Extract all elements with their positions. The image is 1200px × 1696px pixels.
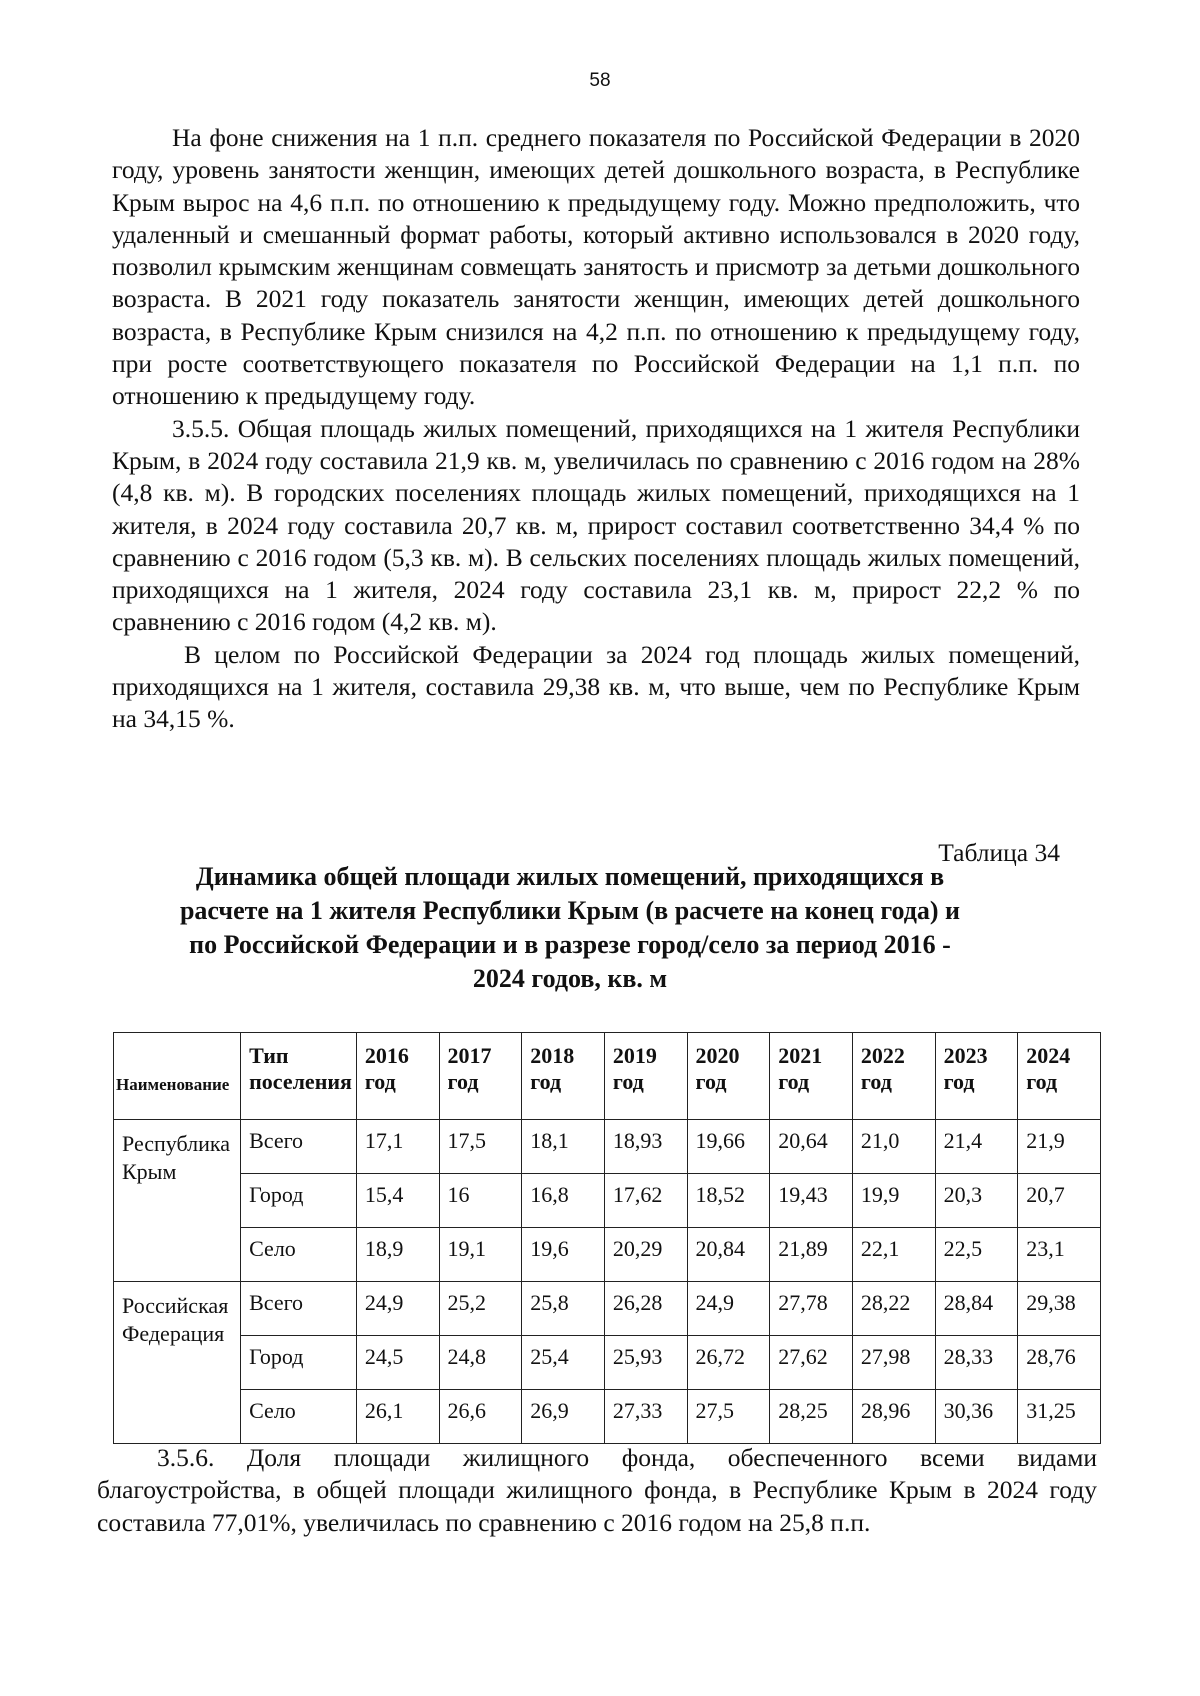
value-cell: 26,9: [522, 1390, 605, 1444]
header-settlement-type: Тип поселения: [241, 1033, 357, 1120]
value-cell: 26,28: [604, 1282, 687, 1336]
table-header-row: [114, 1033, 1101, 1120]
paragraph-employment: На фоне снижения на 1 п.п. среднего показателя по Российской Федерации в 2020 году, уровень занятости женщин, имеющих детей дошкольного возраста, в Республике Крым вырос на 4,6 п.п. по отношению к предыдущему году. Можно предположить, что удаленный и смешанный формат работы, который активно использовался в 2020 году, позволил крымским женщинам совмещать занятость и присмотр за детьми дошкольного возраста. В 2021 году показатель занятости женщин, имеющих детей дошкольного возраста, в Республике Крым снизился на 4,2 п.п. по отношению к предыдущему году, при росте соответствующего показателя по Российской Федерации на 1,1 п.п. по отношению к предыдущему году.: [112, 123, 1080, 411]
value-cell: 17,1: [356, 1120, 439, 1174]
value-cell: 19,1: [439, 1228, 522, 1282]
header-year: 2016 год: [356, 1033, 439, 1120]
paragraph-3-5-6: 3.5.6. Доля площади жилищного фонда, обеспеченного всеми видами благоустройства, в общей площади жилищного фонда, в Республике Крым в 2024 году составила 77,01%, увеличилась по сравнению с 2016 годом на 25,8 п.п.: [97, 1443, 1097, 1537]
housing-area-table: [113, 1032, 1101, 1444]
value-cell: 27,5: [687, 1390, 770, 1444]
value-cell: 26,6: [439, 1390, 522, 1444]
value-cell: 28,25: [770, 1390, 853, 1444]
value-cell: 23,1: [1018, 1228, 1101, 1282]
value-cell: 28,96: [852, 1390, 935, 1444]
settlement-type-cell: Город: [241, 1174, 357, 1228]
text-section-bottom: [97, 1442, 1097, 1539]
page-number: 58: [589, 70, 611, 91]
value-cell: 19,6: [522, 1228, 605, 1282]
value-cell: 17,5: [439, 1120, 522, 1174]
table-row: [114, 1120, 1101, 1174]
settlement-type-cell: Всего: [241, 1282, 357, 1336]
header-year: 2019 год: [604, 1033, 687, 1120]
value-cell: 27,62: [770, 1336, 853, 1390]
header-year: 2018 год: [522, 1033, 605, 1120]
value-cell: 25,93: [604, 1336, 687, 1390]
settlement-type-cell: Село: [241, 1228, 357, 1282]
value-cell: 24,9: [687, 1282, 770, 1336]
value-cell: 31,25: [1018, 1390, 1101, 1444]
value-cell: 17,62: [604, 1174, 687, 1228]
settlement-type-cell: Город: [241, 1336, 357, 1390]
value-cell: 22,5: [935, 1228, 1018, 1282]
value-cell: 18,93: [604, 1120, 687, 1174]
value-cell: 19,66: [687, 1120, 770, 1174]
value-cell: 20,7: [1018, 1174, 1101, 1228]
table-row: [114, 1336, 1101, 1390]
value-cell: 27,33: [604, 1390, 687, 1444]
value-cell: 28,22: [852, 1282, 935, 1336]
table-row: [114, 1228, 1101, 1282]
value-cell: 24,9: [356, 1282, 439, 1336]
value-cell: 21,0: [852, 1120, 935, 1174]
value-cell: 25,4: [522, 1336, 605, 1390]
value-cell: 18,1: [522, 1120, 605, 1174]
value-cell: 30,36: [935, 1390, 1018, 1444]
value-cell: 20,3: [935, 1174, 1018, 1228]
header-year: 2024 год: [1018, 1033, 1101, 1120]
value-cell: 21,89: [770, 1228, 853, 1282]
value-cell: 26,1: [356, 1390, 439, 1444]
table-caption: Таблица 34: [938, 838, 1060, 867]
table-row: [114, 1174, 1101, 1228]
value-cell: 20,84: [687, 1228, 770, 1282]
value-cell: 22,1: [852, 1228, 935, 1282]
value-cell: 20,29: [604, 1228, 687, 1282]
table-row: [114, 1390, 1101, 1444]
value-cell: 27,98: [852, 1336, 935, 1390]
value-cell: 21,4: [935, 1120, 1018, 1174]
value-cell: 28,33: [935, 1336, 1018, 1390]
value-cell: 24,5: [356, 1336, 439, 1390]
value-cell: 28,76: [1018, 1336, 1101, 1390]
value-cell: 15,4: [356, 1174, 439, 1228]
value-cell: 25,2: [439, 1282, 522, 1336]
paragraph-3-5-5: 3.5.5. Общая площадь жилых помещений, приходящихся на 1 жителя Республики Крым, в 2024 году составила 21,9 кв. м, увеличилась по сравнению с 2016 годом на 28% (4,8 кв. м). В городских поселениях площадь жилых помещений, приходящихся на 1 жителя, в 2024 году составила 20,7 кв. м, прирост составил соответственно 34,4 % по сравнению с 2016 годом (5,3 кв. м). В сельских поселениях площадь жилых помещений, приходящихся на 1 жителя, 2024 году составила 23,1 кв. м, прирост 22,2 % по сравнению с 2016 годом (4,2 кв. м).: [112, 413, 1080, 637]
value-cell: 19,9: [852, 1174, 935, 1228]
header-year: 2017 год: [439, 1033, 522, 1120]
value-cell: 18,9: [356, 1228, 439, 1282]
value-cell: 29,38: [1018, 1282, 1101, 1336]
header-year: 2023 год: [935, 1033, 1018, 1120]
value-cell: 28,84: [935, 1282, 1018, 1336]
table-row: [114, 1282, 1101, 1336]
value-cell: 27,78: [770, 1282, 853, 1336]
header-year: 2022 год: [852, 1033, 935, 1120]
value-cell: 20,64: [770, 1120, 853, 1174]
region-cell: Российская Федерация: [114, 1282, 241, 1444]
value-cell: 16: [439, 1174, 522, 1228]
header-year: 2020 год: [687, 1033, 770, 1120]
value-cell: 16,8: [522, 1174, 605, 1228]
value-cell: 21,9: [1018, 1120, 1101, 1174]
settlement-type-cell: Всего: [241, 1120, 357, 1174]
value-cell: 26,72: [687, 1336, 770, 1390]
table-title: Динамика общей площади жилых помещений, приходящихся в расчете на 1 жителя Республики Крым (в расчете на конец года) и по Российской Федерации и в разрезе город/село за период 2016 - 2024 годов, кв. м: [179, 862, 961, 993]
header-name: Наименование: [114, 1033, 241, 1120]
header-year: 2021 год: [770, 1033, 853, 1120]
value-cell: 18,52: [687, 1174, 770, 1228]
value-cell: 25,8: [522, 1282, 605, 1336]
settlement-type-cell: Село: [241, 1390, 357, 1444]
paragraph-rf-total: В целом по Российской Федерации за 2024 год площадь жилых помещений, приходящихся на 1 жителя, составила 29,38 кв. м, что выше, чем по Республике Крым на 34,15 %.: [112, 639, 1080, 734]
region-cell: Республика Крым: [114, 1120, 241, 1282]
value-cell: 19,43: [770, 1174, 853, 1228]
text-section-top: [112, 122, 1080, 736]
value-cell: 24,8: [439, 1336, 522, 1390]
